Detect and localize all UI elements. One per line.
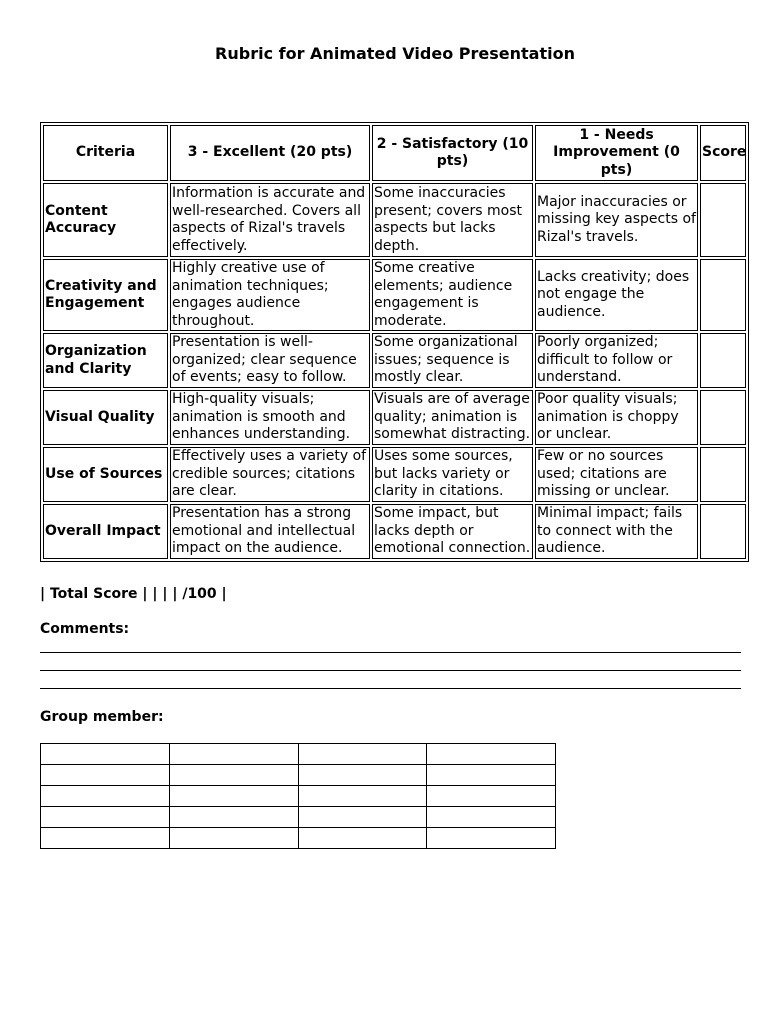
criteria-cell: Use of Sources <box>43 447 168 502</box>
excellent-cell: Information is accurate and well-researched. Covers all aspects of Rizal's travels effectively. <box>170 183 370 257</box>
member-cell[interactable] <box>169 807 298 828</box>
excellent-cell: Presentation has a strong emotional and intellectual impact on the audience. <box>170 504 370 559</box>
member-cell[interactable] <box>298 828 427 849</box>
header-criteria: Criteria <box>43 125 168 181</box>
excellent-cell: Presentation is well-organized; clear sequence of events; easy to follow. <box>170 333 370 388</box>
satisfactory-cell: Some creative elements; audience engagement is moderate. <box>372 259 533 331</box>
rubric-header-row <box>43 125 746 181</box>
header-excellent: 3 - Excellent (20 pts) <box>170 125 370 181</box>
table-row <box>43 504 746 559</box>
satisfactory-cell: Some organizational issues; sequence is mostly clear. <box>372 333 533 388</box>
criteria-cell: Overall Impact <box>43 504 168 559</box>
table-row <box>43 259 746 331</box>
header-needs-improvement: 1 - Needs Improvement (0 pts) <box>535 125 698 181</box>
excellent-cell: Effectively uses a variety of credible sources; citations are clear. <box>170 447 370 502</box>
criteria-cell: Organization and Clarity <box>43 333 168 388</box>
total-score-line: | Total Score | | | | /100 | <box>40 586 227 602</box>
table-row <box>43 333 746 388</box>
needs-improvement-cell: Lacks creativity; does not engage the audience. <box>535 259 698 331</box>
table-row <box>41 765 556 786</box>
rubric-table <box>40 122 749 562</box>
table-row <box>43 390 746 445</box>
member-cell[interactable] <box>427 744 556 765</box>
satisfactory-cell: Some inaccuracies present; covers most aspects but lacks depth. <box>372 183 533 257</box>
comments-label: Comments: <box>40 621 130 637</box>
table-row <box>41 807 556 828</box>
comment-line[interactable] <box>40 652 741 653</box>
header-score: Score <box>700 125 746 181</box>
table-row <box>43 183 746 257</box>
member-cell[interactable] <box>169 786 298 807</box>
satisfactory-cell: Visuals are of average quality; animation is somewhat distracting. <box>372 390 533 445</box>
member-cell[interactable] <box>169 744 298 765</box>
member-cell[interactable] <box>427 807 556 828</box>
group-member-label: Group member: <box>40 709 164 725</box>
table-row <box>41 744 556 765</box>
group-member-table <box>40 743 556 849</box>
criteria-cell: Content Accuracy <box>43 183 168 257</box>
member-cell[interactable] <box>41 765 170 786</box>
score-cell[interactable] <box>700 447 746 502</box>
criteria-cell: Creativity and Engagement <box>43 259 168 331</box>
member-cell[interactable] <box>298 744 427 765</box>
excellent-cell: Highly creative use of animation techniques; engages audience throughout. <box>170 259 370 331</box>
table-row <box>43 447 746 502</box>
member-cell[interactable] <box>169 828 298 849</box>
member-cell[interactable] <box>41 828 170 849</box>
member-cell[interactable] <box>169 765 298 786</box>
member-cell[interactable] <box>298 765 427 786</box>
needs-improvement-cell: Minimal impact; fails to connect with the audience. <box>535 504 698 559</box>
excellent-cell: High-quality visuals; animation is smooth and enhances understanding. <box>170 390 370 445</box>
member-cell[interactable] <box>427 765 556 786</box>
score-cell[interactable] <box>700 183 746 257</box>
needs-improvement-cell: Poor quality visuals; animation is choppy or unclear. <box>535 390 698 445</box>
member-cell[interactable] <box>41 786 170 807</box>
table-row <box>41 786 556 807</box>
comment-line[interactable] <box>40 688 741 689</box>
page-title: Rubric for Animated Video Presentation <box>215 44 575 63</box>
score-cell[interactable] <box>700 333 746 388</box>
member-cell[interactable] <box>427 786 556 807</box>
header-satisfactory: 2 - Satisfactory (10 pts) <box>372 125 533 181</box>
score-cell[interactable] <box>700 390 746 445</box>
member-cell[interactable] <box>298 807 427 828</box>
table-row <box>41 828 556 849</box>
score-cell[interactable] <box>700 504 746 559</box>
satisfactory-cell: Some impact, but lacks depth or emotional connection. <box>372 504 533 559</box>
needs-improvement-cell: Poorly organized; difficult to follow or understand. <box>535 333 698 388</box>
member-cell[interactable] <box>41 744 170 765</box>
member-cell[interactable] <box>427 828 556 849</box>
score-cell[interactable] <box>700 259 746 331</box>
member-cell[interactable] <box>41 807 170 828</box>
satisfactory-cell: Uses some sources, but lacks variety or clarity in citations. <box>372 447 533 502</box>
needs-improvement-cell: Major inaccuracies or missing key aspects of Rizal's travels. <box>535 183 698 257</box>
criteria-cell: Visual Quality <box>43 390 168 445</box>
needs-improvement-cell: Few or no sources used; citations are missing or unclear. <box>535 447 698 502</box>
comment-line[interactable] <box>40 670 741 671</box>
member-cell[interactable] <box>298 786 427 807</box>
